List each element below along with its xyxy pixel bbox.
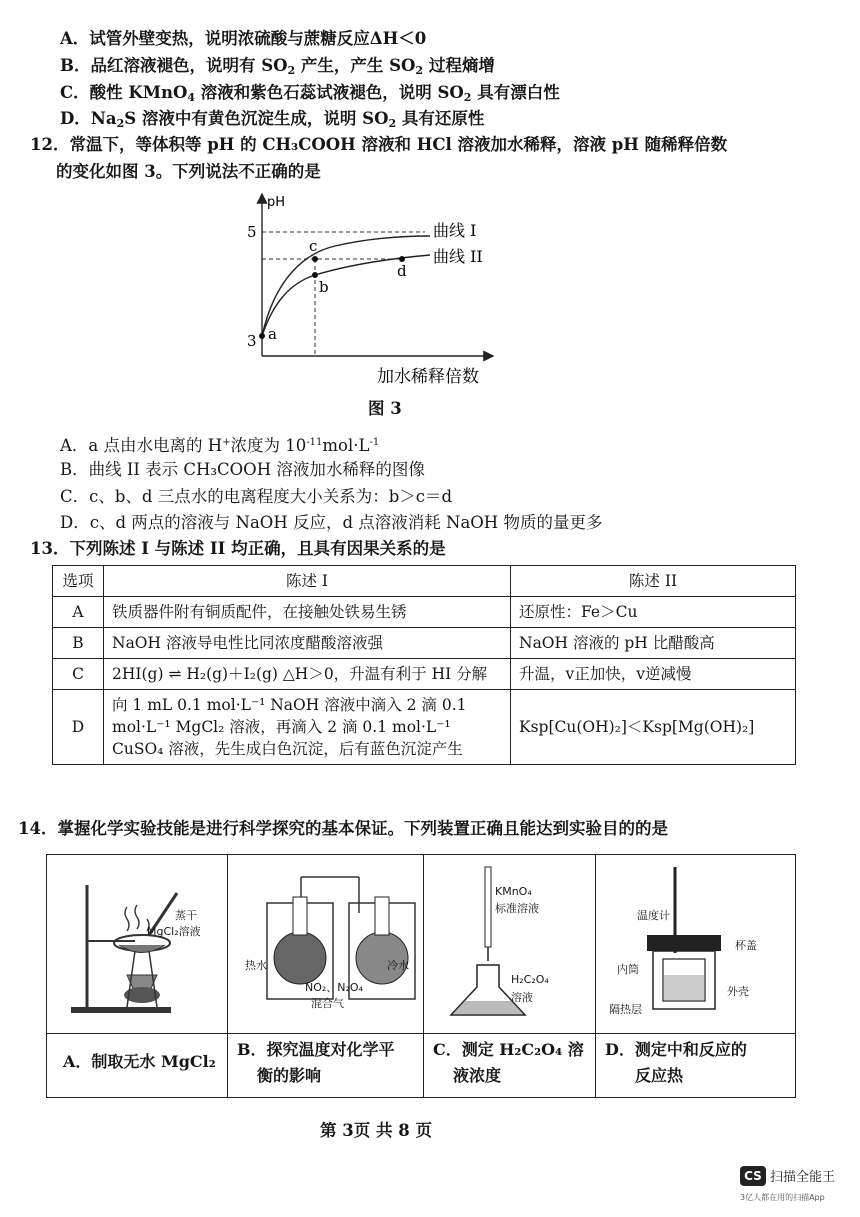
hot-water-label: 热水: [245, 959, 267, 972]
point-c-label: c: [309, 237, 318, 255]
q11-option-a: A．试管外壁变热，说明浓硫酸与蔗糖反应ΔH＜0: [60, 29, 427, 48]
q12-option-a: A．a 点由水电离的 H+浓度为 $10^{-11}mol\cdot L^{-1}$: [60, 436, 380, 455]
q13-stem: 13．下列陈述 I 与陈述 II 均正确，且具有因果关系的是: [30, 539, 446, 558]
table-row: C 2HI(g) ⇌ H₂(g)＋I₂(g) △H＞0，升温有利于 HI 分解 升温，v正加快，v逆减慢: [53, 659, 796, 690]
header-statement-2: 陈述 II: [511, 566, 796, 597]
camscanner-logo: CS: [740, 1166, 766, 1186]
table-row: A 铁质器件附有铜质配件，在接触处铁易生锈 还原性：Fe＞Cu: [53, 597, 796, 628]
q12-stem-line2: 的变化如图 3。下列说法不正确的是: [56, 162, 321, 181]
q12-option-b: B．曲线 II 表示 CH₃COOH 溶液加水稀释的图像: [60, 460, 425, 479]
page-footer: 第 3页 共 8 页: [320, 1121, 432, 1140]
point-b-label: b: [319, 278, 329, 296]
q12-option-d: D．c、d 两点的溶液与 NaOH 反应，d 点溶液消耗 NaOH 物质的量更多: [60, 513, 603, 532]
q13-table: [52, 565, 796, 765]
header-statement-1: 陈述 I: [104, 566, 511, 597]
x-axis-label: 加水稀释倍数: [377, 367, 479, 387]
y-axis-label: pH: [267, 195, 286, 210]
curve-2-label: 曲线 II: [433, 247, 483, 266]
q14-caption-b-line2: 衡的影响: [257, 1066, 322, 1085]
evaporate-label: 蒸干: [175, 909, 197, 922]
curve-1: [262, 236, 430, 336]
cold-water-label: 冷水: [387, 959, 409, 972]
point-d-label: d: [397, 262, 407, 280]
figure-caption: 图 3: [368, 399, 402, 418]
q11-option-c: C．酸性 KMnO$_4$ 溶液和紫色石蕊试液褪色，说明 $SO_2$ 具有漂白性: [60, 83, 560, 104]
q14-caption-d-line2: 反应热: [635, 1066, 684, 1085]
mgcl2-solution-label: MgCl₂溶液: [147, 925, 201, 938]
table-row: D 向 1 mL 0.1 mol·L⁻¹ NaOH 溶液中滴入 2 滴 0.1 mol·L⁻¹ MgCl₂ 溶液，再滴入 2 滴 0.1 mol·L⁻¹ CuSO₄ 溶液，先生成白色沉淀，后有蓝色沉淀产生 Ksp[Cu(OH)₂]＜Ksp[Mg(OH)₂]: [53, 690, 796, 765]
gas-mixture-label: 混合气: [311, 997, 344, 1010]
tick-3: 3: [247, 332, 257, 350]
header-option: 选项: [53, 566, 104, 597]
q14-caption-b-line1: B．探究温度对化学平: [237, 1040, 395, 1059]
q14-caption-d-line1: D．测定中和反应的: [605, 1040, 747, 1059]
lid-label: 杯盖: [735, 939, 757, 952]
q12-stem-line1: 12．常温下，等体积等 pH 的 CH₃COOH 溶液和 HCl 溶液加水稀释，溶液 pH 随稀释倍数: [30, 135, 728, 154]
table-row: B NaOH 溶液导电性比同浓度醋酸溶液强 NaOH 溶液的 pH 比醋酸高: [53, 628, 796, 659]
inner-cup-label: 内筒: [617, 963, 639, 976]
table-header-row: [53, 566, 796, 597]
curve-1-label: 曲线 I: [433, 221, 477, 240]
q14-caption-c-line2: 液浓度: [453, 1066, 502, 1085]
gas-label: NO₂、N₂O₄: [305, 981, 364, 994]
q14-caption-c-line1: C．测定 H₂C₂O₄ 溶: [433, 1040, 584, 1059]
outer-shell-label: 外壳: [727, 985, 749, 998]
kmno4-label: KMnO₄: [495, 885, 532, 898]
q11-option-b: B．品红溶液褪色，说明有 $SO_2$ 产生，产生 $SO_2$ 过程熵增: [60, 56, 495, 77]
evaporation-apparatus-drawing: [57, 865, 222, 1025]
q14-apparatus-grid: [46, 854, 796, 1098]
h2c2o4-solution-label: 溶液: [511, 991, 533, 1004]
tick-5: 5: [247, 223, 257, 241]
insulation-label: 隔热层: [609, 1003, 642, 1016]
q12-option-c: C．c、b、d 三点水的电离程度大小关系为：b＞c＝d: [60, 487, 453, 506]
figure-3-ph-dilution-graph: [235, 188, 510, 388]
q14-caption-a: A．制取无水 MgCl₂: [63, 1052, 216, 1071]
standard-solution-label: 标准溶液: [495, 902, 539, 915]
point-a-label: a: [268, 325, 277, 343]
thermometer-label: 温度计: [637, 909, 670, 922]
watermark-tagline: 3亿人都在用的扫描App: [740, 1193, 825, 1202]
q11-option-d: D．$Na_2S$ 溶液中有黄色沉淀生成，说明 $SO_2$ 具有还原性: [60, 109, 485, 130]
watermark-name: 扫描全能王: [770, 1170, 836, 1185]
h2c2o4-label: H₂C₂O₄: [511, 973, 549, 986]
q14-stem: 14．掌握化学实验技能是进行科学探究的基本保证。下列装置正确且能达到实验目的的是: [18, 819, 668, 838]
